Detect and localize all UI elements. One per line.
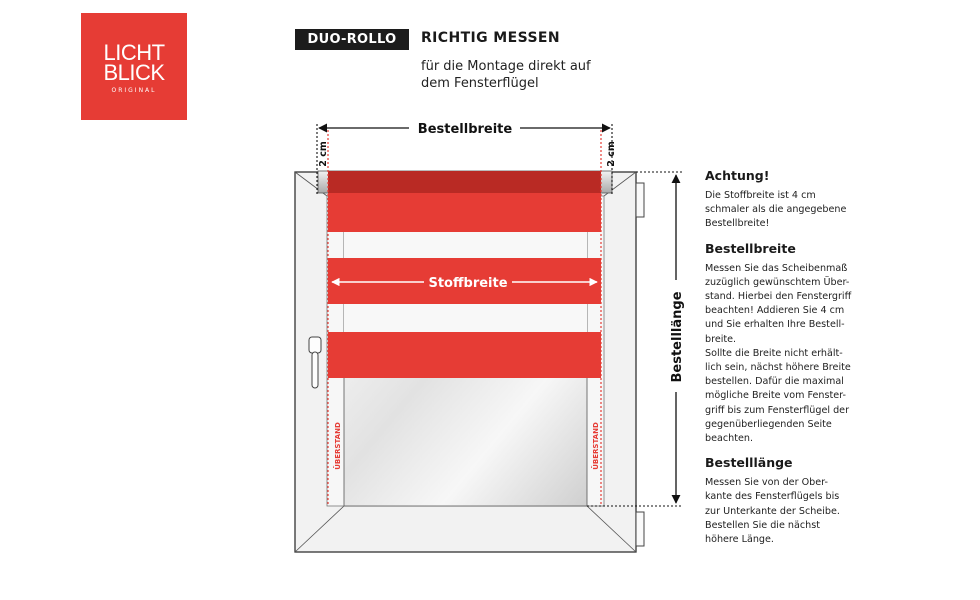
note-heading-attention: Achtung! <box>705 168 770 183</box>
hinge-bottom <box>636 512 644 546</box>
logo-line-2: BLICK <box>103 60 165 85</box>
margin-label-right: 2 cm <box>606 141 617 167</box>
blind-fabric-stripe-1 <box>328 193 601 232</box>
overlap-label-left: ÜBERSTAND <box>334 422 342 470</box>
page-title: RICHTIG MESSEN <box>421 30 561 46</box>
order-length-label: Bestelllänge <box>670 291 685 383</box>
instructions-panel <box>705 168 865 556</box>
overlap-label-right: ÜBERSTAND <box>592 422 600 470</box>
fabric-width-label: Stoffbreite <box>428 276 508 291</box>
order-width-label: Bestellbreite <box>417 122 513 137</box>
page-subtitle: für die Montage direkt auf dem Fensterflügel <box>421 59 591 91</box>
blind-fabric-stripe-3 <box>328 332 601 378</box>
hinge-top <box>636 183 644 217</box>
blind-top-cassette <box>328 171 601 193</box>
logo-line-1: LICHT <box>103 40 165 65</box>
note-text-order-width: Messen Sie das Scheibenmaß zuzüglich gewünschtem Über- stand. Hierbei den Fenstergriff beachten! Addieren Sie 4 cm und Sie erhalten Ihre Bestell- breite. Sollte die Breite nicht erhält- lich sein, nächst höhere Breite bestellen. Dafür die maximal mögliche Breite vom Fenster- griff bis zum Fensterflügel der gegenüberliegenden Seite beachten. <box>705 262 852 445</box>
note-heading-order-width: Bestellbreite <box>705 240 796 256</box>
product-badge: DUO-ROLLO <box>295 29 409 50</box>
note-heading-order-length: Bestelllänge <box>705 455 793 471</box>
logo-line-3: ORIGINAL <box>111 87 157 94</box>
note-text-order-length: Messen Sie von der Ober- kante des Fensterflügels bis zur Unterkante der Scheibe. Bestellen Sie die nächst höhere Länge. <box>705 477 840 546</box>
glass-upper-shade <box>344 232 587 258</box>
glass-middle-shade <box>344 304 587 332</box>
margin-label-left: 2 cm <box>318 141 329 167</box>
note-text-attention: Die Stoffbreite ist 4 cm schmaler als die angegebene Bestellbreite! <box>705 190 847 230</box>
